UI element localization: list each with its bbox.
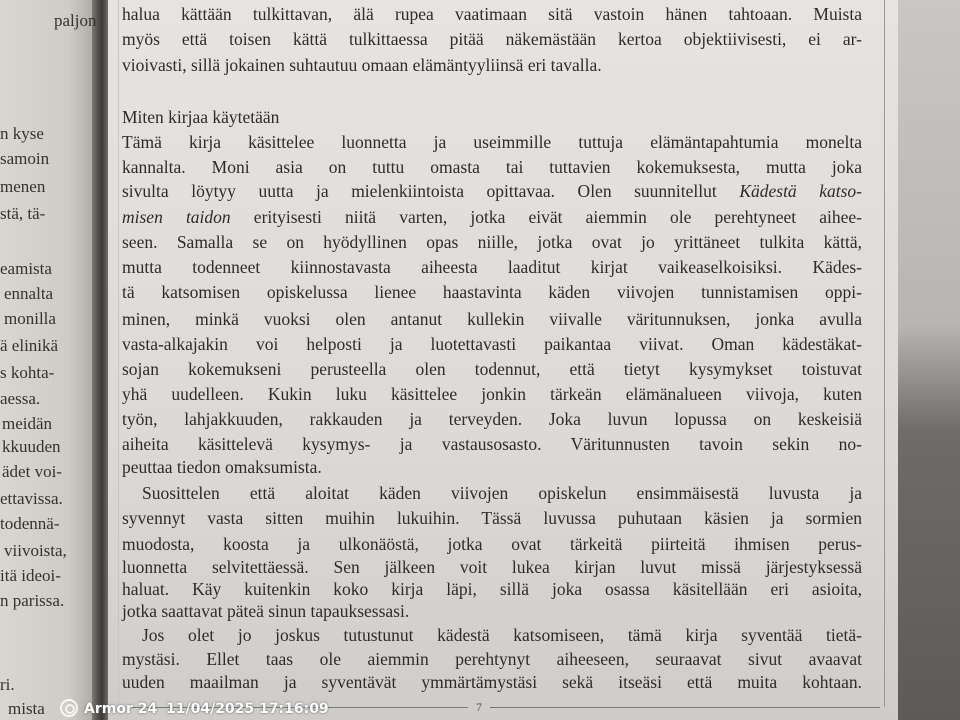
text-line xyxy=(122,310,862,329)
text-span: erityisesti niitä varten, jotka eivät aiemmin ole perehtyneet aihee- xyxy=(230,207,862,227)
text-line xyxy=(122,410,862,429)
text-span: Suosittelen että aloitat käden viivojen opiskelun ensimmäisestä luvusta ja xyxy=(142,483,862,503)
text-span: peuttaa tiedon omaksumista. xyxy=(122,457,322,477)
text-line xyxy=(122,30,862,49)
footer-rule-right xyxy=(490,707,880,708)
left-page-fragment: ettavissa. xyxy=(0,489,63,508)
text-span: sojan kokemukseni perusteella olen todennut, että tietyt kysymykset toistuvat xyxy=(122,359,862,379)
text-line xyxy=(122,435,862,454)
text-span: syvennyt vasta sitten muihin lukuihin. Tässä luvussa puhutaan käsien ja sormien xyxy=(122,508,862,528)
text-line xyxy=(122,335,862,354)
left-page-fragment: ä elinikä xyxy=(0,336,59,355)
watermark-device: Armor 24 xyxy=(84,701,158,717)
left-page-fragment: ennalta xyxy=(4,284,54,303)
text-span: vasta-alkajakin voi helposti ja luotettavasti paikantaa viivat. Oman kädestäkat- xyxy=(122,334,862,354)
left-page-fragment: viivoista, xyxy=(4,541,67,560)
left-page-fragment: stä, tä- xyxy=(0,204,46,223)
italic-title: misen taidon xyxy=(122,207,231,227)
text-span: Tämä kirja käsittelee luonnetta ja useimmille tuttuja elämäntapahtumia monelta xyxy=(122,132,862,152)
text-span: haluat. Käy kuitenkin koko kirja läpi, sillä joka osassa käsitellään eri asioita, xyxy=(122,579,862,599)
left-page-fragment: menen xyxy=(0,177,46,196)
left-page-fragment: n parissa. xyxy=(0,591,65,610)
text-span: vioivasti, sillä jokainen suhtautuu omaan elämäntyyliinsä eri tavalla. xyxy=(122,55,602,75)
left-page-fragment: samoin xyxy=(0,149,50,168)
text-line xyxy=(122,258,862,277)
text-line xyxy=(122,484,862,503)
text-span: aiheita käsittelevä kysymys- ja vastausosasto. Väritunnusten tavoin sekin no- xyxy=(122,434,862,454)
text-span: jotka saattavat päteä sinun tapauksessasi. xyxy=(122,601,410,621)
text-span: kannalta. Moni asia on tuttu omasta tai tuttavien kokemuksesta, mutta joka xyxy=(122,157,862,177)
text-span: sivulta löytyy uutta ja mielenkiintoista opittavaa. Olen suunnitellut xyxy=(122,181,740,201)
text-line xyxy=(122,650,862,669)
text-line xyxy=(122,673,862,692)
watermark-datetime: 11/04/2025 17:16:09 xyxy=(166,701,329,717)
text-line xyxy=(122,56,862,75)
text-line xyxy=(122,580,862,599)
page-number: 7 xyxy=(476,700,482,714)
text-line xyxy=(122,233,862,252)
text-line xyxy=(122,602,862,621)
text-line xyxy=(122,158,862,177)
text-line xyxy=(122,182,862,201)
left-page-fragment: mista xyxy=(8,699,45,718)
text-line xyxy=(122,626,862,645)
text-span: työn, lahjakkuuden, rakkauden ja terveyden. Joka luvun lopussa on keskeisiä xyxy=(122,409,862,429)
left-page-fragment: s kohta- xyxy=(0,363,55,382)
text-line xyxy=(122,360,862,379)
left-page-fragment: todennä- xyxy=(0,514,60,533)
left-page-fragment: kkuuden xyxy=(2,437,61,456)
left-page-fragment: paljon xyxy=(54,11,97,30)
text-span: yhä uudelleen. Kukin luku käsittelee jonkin tärkeän elämänalueen viivoja, kuten xyxy=(122,384,862,404)
left-page-fragment: itä ideoi- xyxy=(0,566,61,585)
background-fabric xyxy=(898,0,960,720)
text-span: mutta todenneet kiinnostavasta aiheesta laaditut kirjat vaikeaselkoisiksi. Kädes- xyxy=(122,257,862,277)
text-span: Jos olet jo joskus tutustunut kädestä katsomiseen, tämä kirja syventää tietä- xyxy=(142,625,862,645)
left-page-fragment: meidän xyxy=(2,414,53,433)
left-page-fragment: aessa. xyxy=(0,389,41,408)
text-span: halua kättään tulkittavan, älä rupea vaatimaan sitä vastoin hänen tahtoaan. Muista xyxy=(122,4,862,24)
text-line xyxy=(122,5,862,24)
text-span: luonnetta selvitettäessä. Sen jälkeen voit lukea kirjan luvut missä järjestyksessä xyxy=(122,557,862,577)
text-line xyxy=(122,385,862,404)
text-line xyxy=(122,458,862,477)
left-page-fragment: n kyse xyxy=(0,124,44,143)
text-span: mystäsi. Ellet taas ole aiemmin perehtynyt aiheeseen, seuraavat sivut avaavat xyxy=(122,649,862,669)
text-line xyxy=(122,133,862,152)
text-span: tä katsomisen opiskelussa lienee haastavinta käden viivojen tunnistamisen oppi- xyxy=(122,282,862,302)
text-line xyxy=(122,558,862,577)
text-span: uuden maailman ja syventävät ymmärtämystäsi sekä itseäsi että muita kohtaan. xyxy=(122,672,862,692)
text-span: Miten kirjaa käytetään xyxy=(122,107,280,127)
text-line xyxy=(122,535,862,554)
camera-shutter-icon xyxy=(60,699,78,717)
italic-title: Kädestä katso- xyxy=(739,181,862,201)
text-line xyxy=(122,283,862,302)
left-page-fragment: ädet voi- xyxy=(2,462,62,481)
left-page-fragment: eamista xyxy=(0,259,52,278)
text-span: myös että toisen kättä tulkittaessa pitää näkemästään kertoa objektiivisesti, ei ar- xyxy=(122,29,862,49)
left-page-fragment: monilla xyxy=(4,309,56,328)
text-line xyxy=(122,509,862,528)
left-page xyxy=(0,0,98,720)
text-span: minen, minkä vuoksi olen antanut kullekin viivalle väritunnuksen, jonka avulla xyxy=(122,309,862,329)
text-line xyxy=(122,208,862,227)
left-page-fragment: ri. xyxy=(0,675,15,694)
text-span: seen. Samalla se on hyödyllinen opas niille, jotka ovat jo yrittäneet tulkita kättä, xyxy=(122,232,862,252)
section-heading xyxy=(122,108,862,127)
text-span: muodosta, koosta ja ulkonäöstä, jotka ovat tärkeitä piirteitä ihmisen perus- xyxy=(122,534,862,554)
